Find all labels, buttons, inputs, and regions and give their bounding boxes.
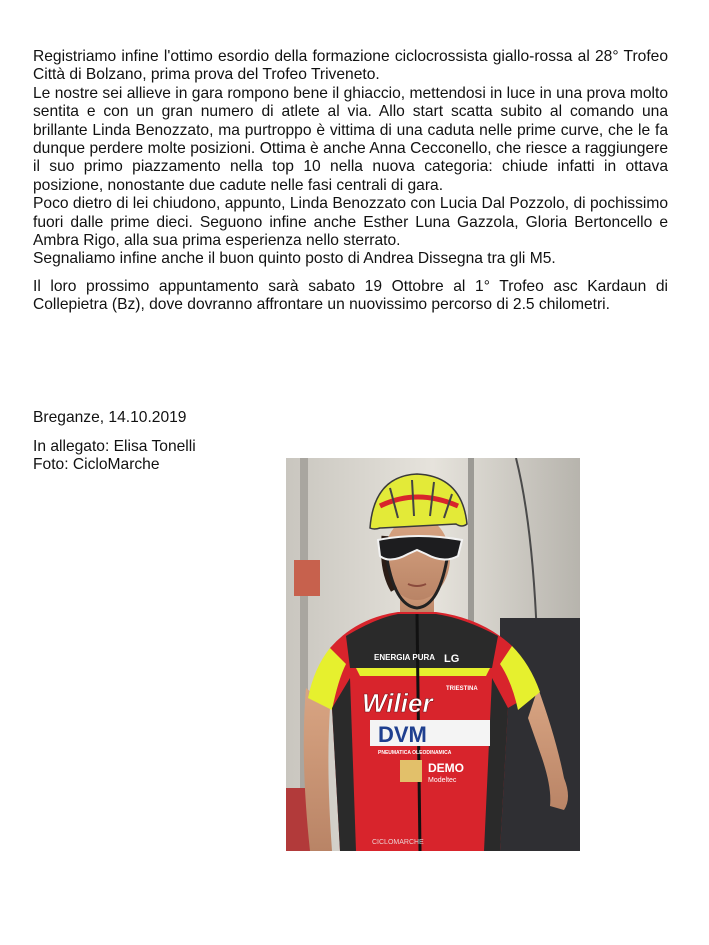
article-body xyxy=(33,48,668,315)
paragraph-next-event: Il loro prossimo appuntamento sarà sabato 19 Ottobre al 1° Trofeo asc Kardaun di Collepietra (Bz), dove dovranno affrontare un nuovissimo percorso di 2.5 chilometri. xyxy=(33,277,668,314)
cyclist-photo xyxy=(286,458,580,851)
jersey-triestina-text: TRIESTINA xyxy=(446,686,478,692)
paragraph-other-finishers: Poco dietro di lei chiudono, appunto, Linda Benozzato con Lucia Dal Pozzolo, di pochissimo fuori dalle prime dieci. Seguono infine anche Esther Luna Gazzola, Gloria Bertoncello e Ambra Rigo, alla sua prima esperienza nello sterrato. xyxy=(33,195,668,250)
jersey-demo-sub: Modeltec xyxy=(428,777,457,784)
photo-credit: Foto: CicloMarche xyxy=(33,456,160,474)
paragraph-race-report: Le nostre sei allieve in gara rompono bene il ghiaccio, mettendosi in luce in una prova molto sentita e con un gran numero di atlete al via. Allo start scatta subito al comando una brillante Linda Benozzato, ma purtroppo è vittima di una caduta nelle prime curve, che le fa dunque perdere molte posizioni. Ottima è anche Anna Cecconello, che riesce a raggiungere il suo primo piazzamento nella top 10 nella nuova categoria: chiude infatti in ottava posizione, nonostante due cadute nelle fasi centrali di gara. xyxy=(33,84,668,194)
jersey-dvm-text: DVM xyxy=(378,722,427,747)
jersey-energy-text: ENERGIA PURA xyxy=(374,653,436,662)
jersey-lg-logo: LG xyxy=(444,653,460,665)
paragraph-intro: Registriamo infine l'ottimo esordio della formazione ciclocrossista giallo-rossa al 28° Trofeo Città di Bolzano, prima prova del Trofeo Triveneto. xyxy=(33,48,668,84)
background-sign xyxy=(294,560,320,596)
paragraph-m5-result: Segnaliamo infine anche il buon quinto posto di Andrea Dissegna tra gli M5. xyxy=(33,250,556,268)
jersey-demo-text: DEMO xyxy=(428,761,464,775)
jersey-wilier-text: Wilier xyxy=(362,688,433,718)
jersey-dvm-sub: PNEUMATICA OLEODINAMICA xyxy=(378,750,452,756)
attachment-caption: In allegato: Elisa Tonelli xyxy=(33,438,196,455)
jersey-yellow-band xyxy=(356,668,490,676)
photo-watermark: CICLOMARCHE xyxy=(372,839,424,846)
attachment-info xyxy=(33,438,196,475)
cyclist-illustration xyxy=(286,458,580,851)
jersey-demo-logo xyxy=(400,760,422,782)
left-arm xyxy=(304,688,332,851)
dateline: Breganze, 14.10.2019 xyxy=(33,409,187,426)
